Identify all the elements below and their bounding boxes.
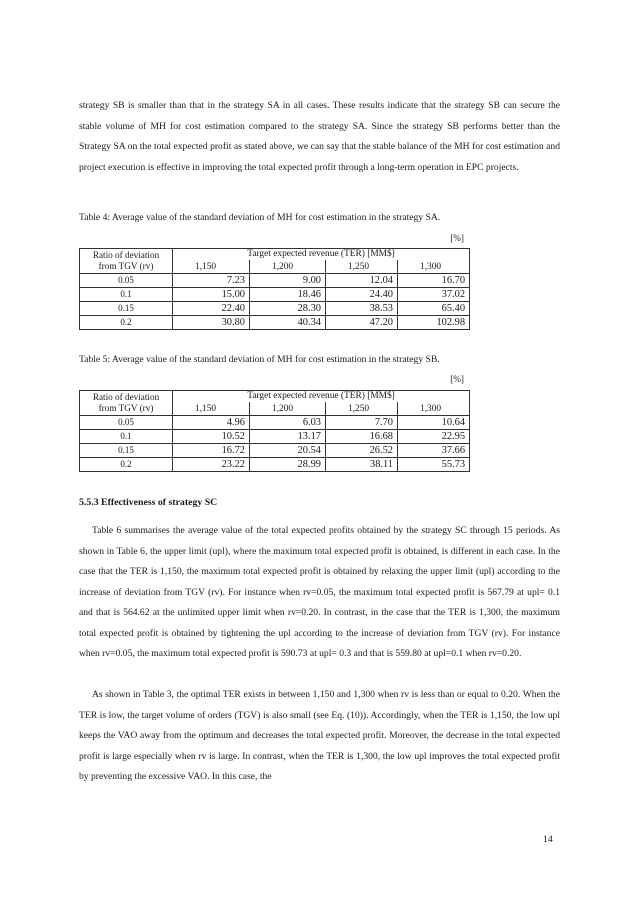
table4-col-header: 1,150 (173, 260, 250, 273)
table4-row-label: 0.2 (80, 316, 173, 330)
table4-cell: 7.23 (173, 274, 250, 288)
table5-cell: 7.70 (326, 416, 398, 430)
table4-col-header: 1,250 (326, 260, 398, 273)
table4-cell: 16.70 (398, 274, 470, 288)
table5-corner-header (80, 391, 173, 416)
table4-cell: 24.40 (326, 288, 398, 302)
table4-row-label: 0.05 (80, 274, 173, 288)
table4-unit: [%] (450, 233, 464, 243)
table5-row-label: 0.1 (80, 430, 173, 444)
table5-cell: 23.22 (173, 458, 250, 472)
table4-cell: 40.34 (250, 316, 326, 330)
table-row (80, 288, 470, 302)
table4-cell: 102.98 (398, 316, 470, 330)
table4-cell: 9.00 (250, 274, 326, 288)
table4-corner-header (80, 249, 173, 274)
table5-cell: 26.52 (326, 444, 398, 458)
table4-cell: 18.46 (250, 288, 326, 302)
table4 (79, 248, 470, 330)
table4-cell: 28.30 (250, 302, 326, 316)
table4-cell: 22.40 (173, 302, 250, 316)
table-row (80, 430, 470, 444)
table5-unit: [%] (450, 374, 464, 384)
table5-cell: 22.95 (398, 430, 470, 444)
table4-cell: 15.00 (173, 288, 250, 302)
table5-cell: 6.03 (250, 416, 326, 430)
table4-group-header: Target expected revenue (TER) [MM$] (173, 249, 470, 261)
table4-row-label: 0.1 (80, 288, 173, 302)
section-heading: 5.5.3 Effectiveness of strategy SC (79, 497, 218, 508)
table5-corner-line2: from TGV (rv) (98, 403, 154, 413)
table4-cell: 38.53 (326, 302, 398, 316)
table-row (80, 458, 470, 472)
table5-col-header: 1,250 (326, 402, 398, 415)
table4-cell: 12.04 (326, 274, 398, 288)
table5-row-label: 0.15 (80, 444, 173, 458)
table5-cell: 20.54 (250, 444, 326, 458)
table4-corner-line2: from TGV (rv) (98, 261, 154, 271)
intro-paragraph: strategy SB is smaller than that in the strategy SA in all cases. These results indicate that the strategy SB can secure the stable volume of MH for cost estimation compared to the strategy SA. Since the strategy SB performs better than the Strategy SA on the total expected profit as stated above, we can say that the stable balance of the MH for cost estimation and project execution is effective in improving the total expected profit through a long-term operation in EPC projects. (79, 100, 560, 173)
table5-col-header: 1,300 (398, 402, 470, 415)
table5-cell: 16.72 (173, 444, 250, 458)
table-row (80, 316, 470, 330)
table5-cell: 28.99 (250, 458, 326, 472)
page-number: 14 (543, 834, 553, 845)
table-row (80, 274, 470, 288)
table5-col-header: 1,150 (173, 402, 250, 415)
table4-cell: 47.20 (326, 316, 398, 330)
table-row (80, 416, 470, 430)
table5-cell: 10.52 (173, 430, 250, 444)
table5-corner-line1: Ratio of deviation (92, 392, 160, 402)
paragraph-2: Table 6 summarises the average value of the total expected profits obtained by the strategy SC through 15 periods. As shown in Table 6, the upper limit (upl), where the maximum total expected profit is obtained, is different in each case. In the case that the TER is 1,150, the maximum total expected profit is obtained by relaxing the upper limit (upl) according to the increase of deviation from TGV (rv). For instance when rv=0.05, the maximum total expected profit is 567.79 at upl= 0.1 and that is 564.62 at the unlimited upper limit when rv=0.20. In contrast, in the case that the TER is 1,300, the maximum total expected profit is obtained by tightening the upl according to the increase of deviation from TGV (rv). For instance when rv=0.05, the maximum total expected profit is 590.73 at upl= 0.3 and that is 559.80 at upl=0.1 when rv=0.20. (79, 525, 560, 659)
table5-cell: 10.64 (398, 416, 470, 430)
table4-corner-line1: Ratio of deviation (92, 250, 160, 260)
table4-cell: 37.02 (398, 288, 470, 302)
table4-col-header: 1,200 (250, 260, 326, 273)
table-row (80, 444, 470, 458)
table5-cell: 37.66 (398, 444, 470, 458)
table5-caption: Table 5: Average value of the standard deviation of MH for cost estimation in the strategy SB. (79, 354, 440, 365)
table5-cell: 13.17 (250, 430, 326, 444)
table4-caption: Table 4: Average value of the standard deviation of MH for cost estimation in the strategy SA. (79, 212, 441, 223)
paragraph-3: As shown in Table 3, the optimal TER exists in between 1,150 and 1,300 when rv is less than or equal to 0.20. When the TER is low, the target volume of orders (TGV) is also small (see Eq. (10)). Accordingly, when the TER is 1,150, the low upl keeps the VAO away from the optimum and decreases the total expected profit. Moreover, the decrease in the total expected profit is large especially when rv is large. In contrast, when the TER is 1,300, the low upl improves the total expected profit by preventing the excessive VAO. In this case, the (79, 689, 560, 782)
table5-row-label: 0.2 (80, 458, 173, 472)
table4-cell: 65.40 (398, 302, 470, 316)
table5 (79, 390, 470, 472)
table5-row-label: 0.05 (80, 416, 173, 430)
table5-cell: 4.96 (173, 416, 250, 430)
table-row (80, 302, 470, 316)
table5-cell: 16.68 (326, 430, 398, 444)
table5-cell: 55.73 (398, 458, 470, 472)
table4-row-label: 0.15 (80, 302, 173, 316)
table5-col-header: 1,200 (250, 402, 326, 415)
table5-group-header: Target expected revenue (TER) [MM$] (173, 391, 470, 403)
table4-col-header: 1,300 (398, 260, 470, 273)
table5-cell: 38.11 (326, 458, 398, 472)
table4-cell: 30.80 (173, 316, 250, 330)
